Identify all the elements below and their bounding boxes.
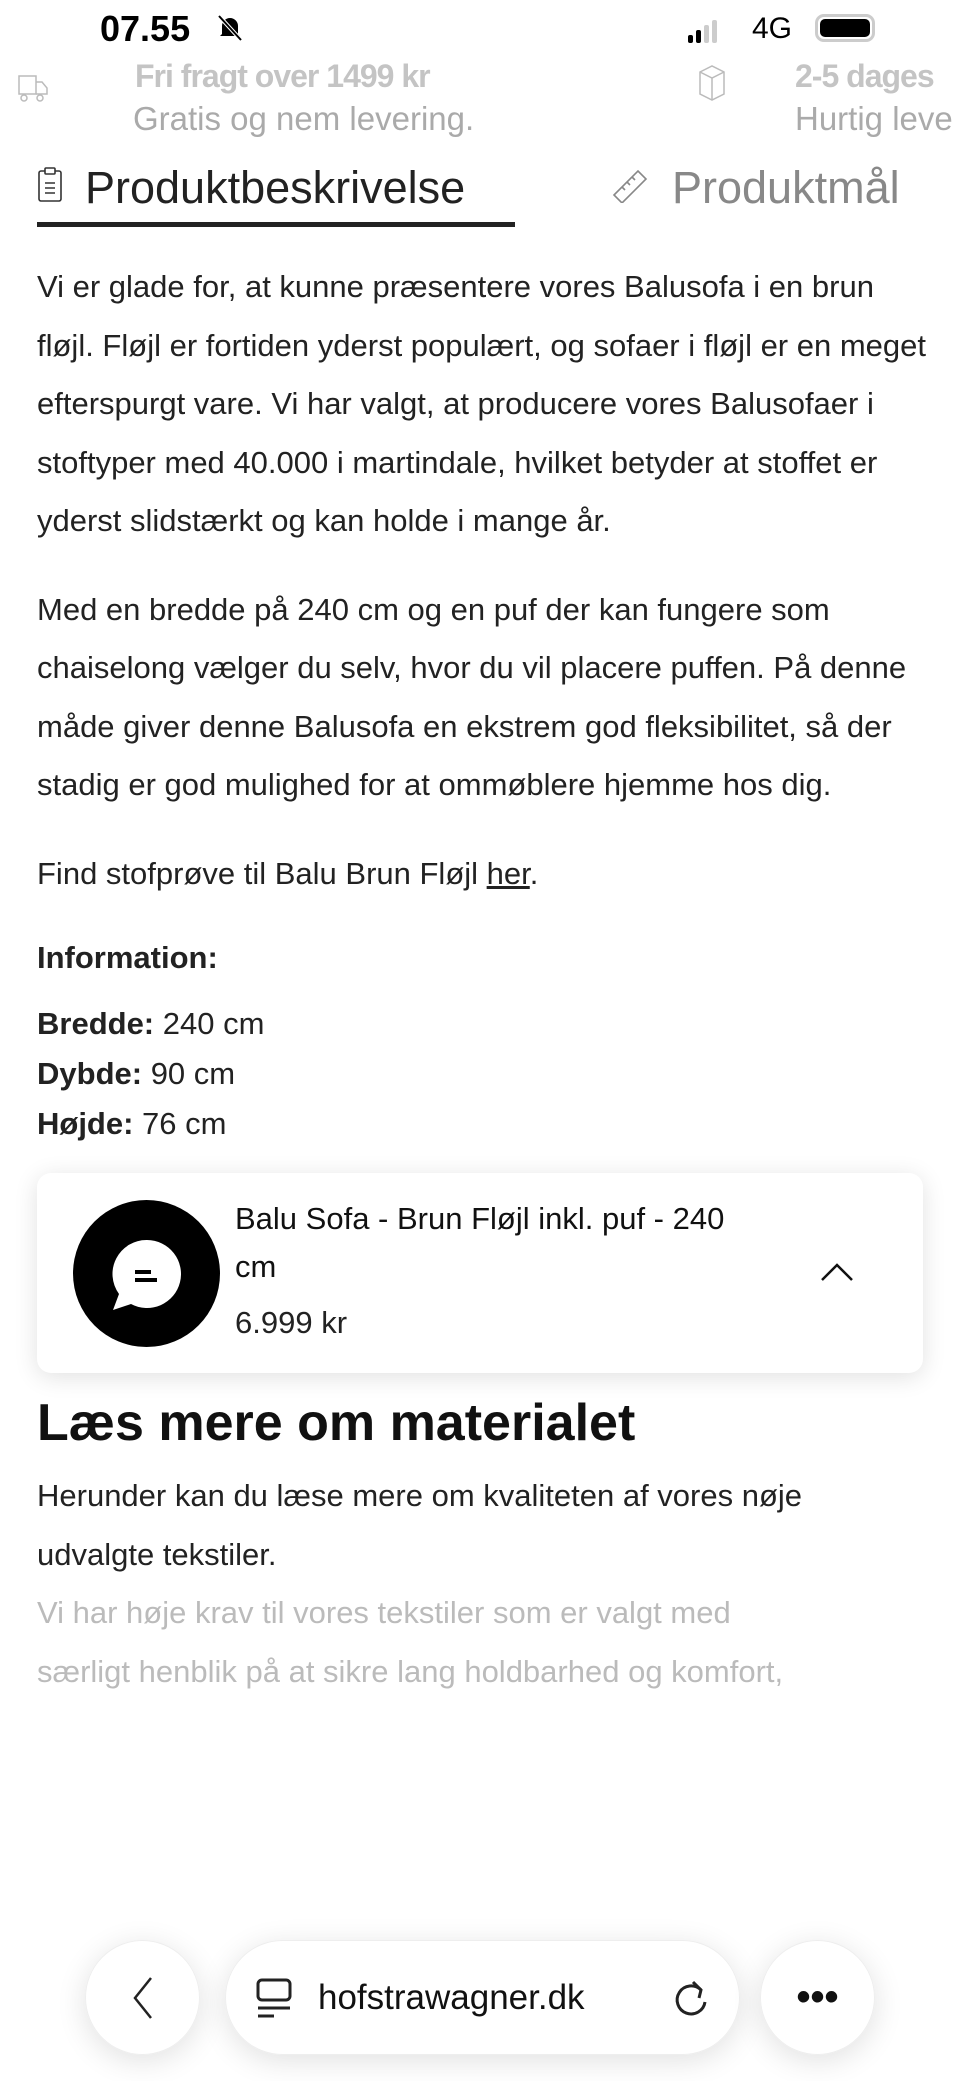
description-paragraph: Vi er glade for, at kunne præsentere vores Balusofa i en brun fløjl. Fløjl er fortiden yderst populært, og sofaer i fløjl er en meget efterspurgt vare. Vi har valgt, at producere vores Balusofaer i stoftyper med 40.000 i martindale, hvilket betyder at stoffet er yderst slidstærkt og kan holde i mange år. xyxy=(37,269,926,538)
tab-produktbeskrivelse[interactable] xyxy=(37,162,465,214)
spec-row xyxy=(37,1099,927,1149)
text: . xyxy=(529,855,539,891)
active-tab-underline xyxy=(37,222,515,227)
back-button[interactable] xyxy=(85,1940,200,2055)
spec-row xyxy=(37,1049,927,1099)
promo-title: Fri fragt over 1499 kr xyxy=(135,58,430,94)
silent-bell-icon xyxy=(217,14,243,42)
ruler-icon xyxy=(612,162,650,214)
chevron-up-icon[interactable] xyxy=(819,1261,855,1288)
address-bar[interactable] xyxy=(225,1940,740,2055)
spec-value: 240 cm xyxy=(154,1006,265,1041)
network-label: 4G xyxy=(752,12,793,45)
description-paragraph: Med en bredde på 240 cm og en puf der kan fungere som chaiselong vælger du selv, hvor du vil placere puffen. På denne måde giver denne Balusofa en ekstrem god fleksibilitet, så der stadig er god mulighed for at ommøblere hjemme hos dig. xyxy=(37,591,907,802)
url-text: hofstrawagner.dk xyxy=(318,1977,585,2017)
spec-row xyxy=(37,999,927,1049)
material-text: særligt henblik på at sikre lang holdbarhed og komfort, xyxy=(37,1653,784,1689)
tabs-icon xyxy=(254,1976,294,2020)
more-icon: ••• xyxy=(796,1975,839,2019)
truck-icon xyxy=(18,72,48,109)
fabric-sample-link[interactable]: her xyxy=(486,855,530,891)
tab-label: Produktmål xyxy=(672,162,900,213)
reload-icon[interactable] xyxy=(671,1976,711,2020)
tab-produktmal[interactable] xyxy=(612,162,900,214)
spec-label: Dybde: xyxy=(37,1056,143,1091)
sticky-card-area xyxy=(37,1173,927,1373)
product-title: Balu Sofa - Brun Fløjl inkl. puf - 240 cm xyxy=(235,1201,725,1284)
text: Find stofprøve til Balu Brun Fløjl xyxy=(37,855,487,891)
promo-subtitle: Gratis og nem levering. xyxy=(133,100,475,137)
info-heading: Information: xyxy=(37,940,218,975)
tab-label: Produktbeskrivelse xyxy=(85,162,466,213)
promo-title: 2-5 dages xyxy=(795,58,934,94)
spec-value: 90 cm xyxy=(142,1056,236,1091)
box-icon xyxy=(698,64,726,113)
material-paragraph: Herunder kan du læse mere om kvaliteten af vores nøje udvalgte tekstiler. xyxy=(37,1478,803,1572)
content-column xyxy=(37,258,927,1701)
clipboard-icon xyxy=(37,162,63,214)
promo-subtitle: Hurtig leve xyxy=(795,100,953,137)
battery-icon xyxy=(815,14,875,42)
material-heading: Læs mere om materialet xyxy=(37,1394,636,1452)
product-price: 6.999 kr xyxy=(235,1305,348,1340)
fabric-sample-text xyxy=(37,845,927,904)
chat-button[interactable] xyxy=(73,1200,220,1347)
spec-value: 76 cm xyxy=(133,1106,227,1141)
spec-label: Højde: xyxy=(37,1106,134,1141)
chat-icon xyxy=(105,1232,189,1316)
signal-icon xyxy=(688,20,717,43)
spec-label: Bredde: xyxy=(37,1006,155,1041)
status-time: 07.55 xyxy=(100,8,191,49)
material-text: Vi har høje krav til vores tekstiler som er valgt med xyxy=(37,1595,731,1630)
more-button[interactable] xyxy=(760,1940,875,2055)
chevron-left-icon xyxy=(131,1975,155,2021)
